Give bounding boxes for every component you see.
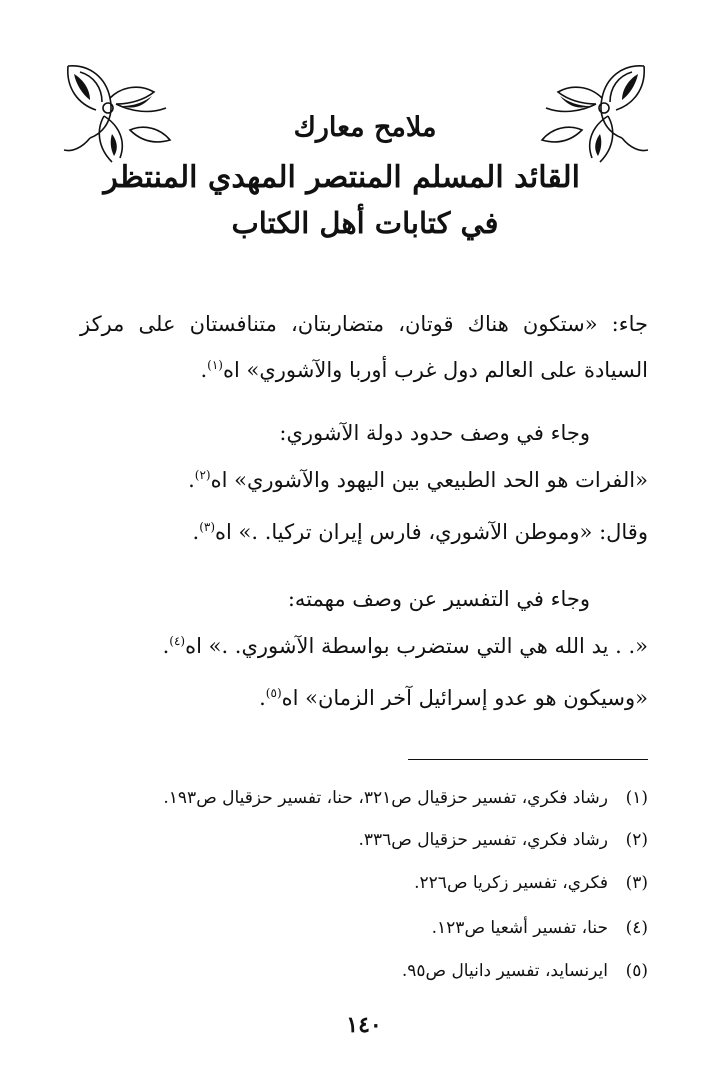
body-line: وجاء في التفسير عن وصف مهمته: <box>287 587 590 611</box>
footnote <box>88 869 648 897</box>
footnote-ref: (٣) <box>199 520 216 534</box>
footnote-number: (١) <box>625 788 648 808</box>
footnote-ref: (١) <box>207 358 223 372</box>
body-line: جاء: «ستكون هناك قوتان، متضاربتان، متنافستان على مركز <box>80 312 648 336</box>
footnote-text: رشاد فكري، تفسير حزقيال ص٣٣٦. <box>358 830 608 850</box>
footnote-number: (٣) <box>625 873 648 893</box>
chapter-title-line-3: في كتابات أهل الكتاب <box>231 206 499 240</box>
chapter-title-line-1: ملامح معارك <box>293 112 437 143</box>
body-text: «. . يد الله هي التي ستضرب بواسطة الآشوري. .» اه <box>185 634 648 658</box>
footnote-separator <box>408 759 648 760</box>
body-line <box>80 352 648 388</box>
footnote <box>88 826 648 854</box>
body-line <box>80 680 648 716</box>
page-number: ١٤٠ <box>346 1012 382 1038</box>
body-line <box>80 462 648 498</box>
footnote-number: (٢) <box>625 830 648 850</box>
line-end: . <box>192 520 200 544</box>
body-line: وجاء في وصف حدود دولة الآشوري: <box>279 421 590 445</box>
footnote-number: (٤) <box>625 918 648 938</box>
footnote-text: حنا، تفسير أشعيا ص١٢٣. <box>431 918 608 938</box>
footnote <box>88 957 648 985</box>
line-end: . <box>200 358 208 382</box>
body-text: السيادة على العالم دول غرب أوربا والآشوري» اه <box>222 358 648 382</box>
line-end: . <box>162 634 170 658</box>
footnote <box>88 914 648 942</box>
footnote-text: فكري، تفسير زكريا ص٢٢٦. <box>414 873 608 893</box>
footnote-text: ايرنسايد، تفسير دانيال ص٩٥. <box>401 961 608 981</box>
body-text: «الفرات هو الحد الطبيعي بين اليهود والآشوري» اه <box>210 468 648 492</box>
footnote-ref: (٢) <box>194 468 211 482</box>
footnote-ref: (٤) <box>169 634 186 648</box>
body-text: «وسيكون هو عدو إسرائيل آخر الزمان» اه <box>281 686 648 710</box>
footnote-ref: (٥) <box>265 686 282 700</box>
footnote-number: (٥) <box>625 961 648 981</box>
chapter-title-line-2: القائد المسلم المنتصر المهدي المنتظر <box>103 160 580 195</box>
body-text: وقال: «وموطن الآشوري، فارس إيران تركيا. .» اه <box>215 520 648 544</box>
footnote-text: رشاد فكري، تفسير حزقيال ص٣٢١، حنا، تفسير حزقيال ص١٩٣. <box>163 788 608 808</box>
body-line <box>80 514 648 550</box>
line-end: . <box>188 468 195 492</box>
line-end: . <box>259 686 266 710</box>
body-line <box>80 628 648 664</box>
footnote <box>88 784 648 812</box>
